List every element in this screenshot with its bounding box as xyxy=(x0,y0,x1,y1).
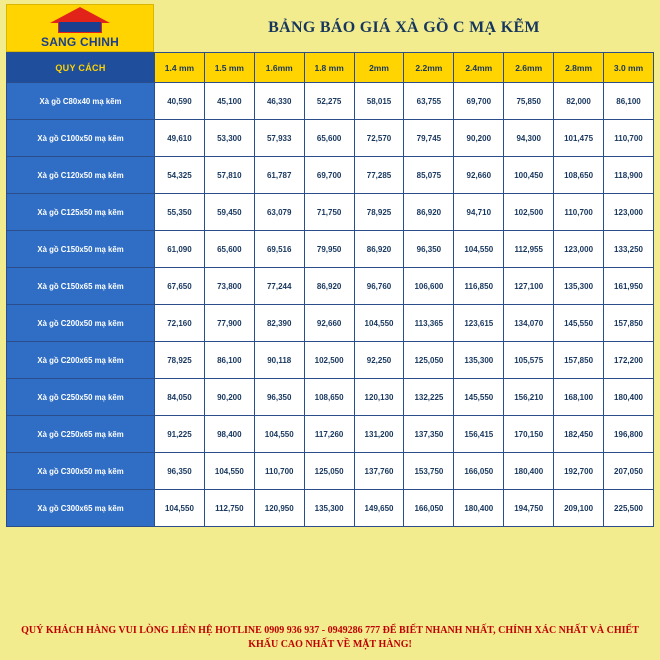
price-cell: 102,500 xyxy=(304,342,354,379)
price-cell: 79,745 xyxy=(404,120,454,157)
price-cell: 207,050 xyxy=(604,453,654,490)
column-header-thickness: 2.6mm xyxy=(504,53,554,83)
price-cell: 84,050 xyxy=(155,379,205,416)
price-cell: 192,700 xyxy=(554,453,604,490)
row-spec: Xà gồ C150x65 mạ kẽm xyxy=(7,268,155,305)
price-cell: 92,660 xyxy=(454,157,504,194)
price-cell: 180,400 xyxy=(604,379,654,416)
column-header-thickness: 2.2mm xyxy=(404,53,454,83)
table-row xyxy=(7,379,654,416)
price-cell: 53,300 xyxy=(204,120,254,157)
price-cell: 168,100 xyxy=(554,379,604,416)
column-header-thickness: 2.4mm xyxy=(454,53,504,83)
row-spec: Xà gồ C300x65 mạ kẽm xyxy=(7,490,155,527)
price-cell: 112,750 xyxy=(204,490,254,527)
price-cell: 77,244 xyxy=(254,268,304,305)
page-title-container xyxy=(154,4,654,52)
price-cell: 104,550 xyxy=(454,231,504,268)
company-logo xyxy=(6,4,154,52)
price-cell: 54,325 xyxy=(155,157,205,194)
price-cell: 166,050 xyxy=(404,490,454,527)
price-cell: 182,450 xyxy=(554,416,604,453)
price-cell: 196,800 xyxy=(604,416,654,453)
column-header-thickness: 1.6mm xyxy=(254,53,304,83)
house-icon xyxy=(58,21,102,33)
price-cell: 77,285 xyxy=(354,157,404,194)
price-cell: 137,760 xyxy=(354,453,404,490)
row-spec: Xà gồ C125x50 mạ kẽm xyxy=(7,194,155,231)
row-spec: Xà gồ C300x50 mạ kẽm xyxy=(7,453,155,490)
column-header-thickness: 2mm xyxy=(354,53,404,83)
price-cell: 156,415 xyxy=(454,416,504,453)
price-cell: 63,755 xyxy=(404,83,454,120)
price-cell: 98,400 xyxy=(204,416,254,453)
price-cell: 225,500 xyxy=(604,490,654,527)
price-cell: 90,200 xyxy=(204,379,254,416)
price-cell: 110,700 xyxy=(604,120,654,157)
row-spec: Xà gồ C200x50 mạ kẽm xyxy=(7,305,155,342)
price-cell: 55,350 xyxy=(155,194,205,231)
price-cell: 145,550 xyxy=(554,305,604,342)
price-cell: 135,300 xyxy=(304,490,354,527)
price-cell: 79,950 xyxy=(304,231,354,268)
price-cell: 110,700 xyxy=(554,194,604,231)
price-cell: 105,575 xyxy=(504,342,554,379)
page-title: BẢNG BÁO GIÁ XÀ GỒ C MẠ KẼM xyxy=(268,19,540,36)
price-cell: 104,550 xyxy=(354,305,404,342)
price-cell: 104,550 xyxy=(155,490,205,527)
price-cell: 69,516 xyxy=(254,231,304,268)
table-header xyxy=(7,53,654,83)
price-cell: 86,100 xyxy=(604,83,654,120)
table-row xyxy=(7,83,654,120)
price-cell: 135,300 xyxy=(454,342,504,379)
price-cell: 58,015 xyxy=(354,83,404,120)
price-cell: 82,390 xyxy=(254,305,304,342)
price-cell: 106,600 xyxy=(404,268,454,305)
price-cell: 112,955 xyxy=(504,231,554,268)
price-cell: 96,350 xyxy=(404,231,454,268)
price-cell: 59,450 xyxy=(204,194,254,231)
price-cell: 156,210 xyxy=(504,379,554,416)
row-spec: Xà gồ C80x40 mạ kẽm xyxy=(7,83,155,120)
table-row xyxy=(7,490,654,527)
price-cell: 82,000 xyxy=(554,83,604,120)
footer-hotline-text: QUÝ KHÁCH HÀNG VUI LÒNG LIÊN HỆ HOTLINE 0909 936 937 - 0949286 777 ĐỂ BIẾT NHANH NHẤT, CHÍNH XÁC NHẤT VÀ CHIẾT xyxy=(21,625,639,636)
price-cell: 65,600 xyxy=(204,231,254,268)
row-spec: Xà gồ C200x65 mạ kẽm xyxy=(7,342,155,379)
price-cell: 77,900 xyxy=(204,305,254,342)
price-cell: 104,550 xyxy=(254,416,304,453)
price-cell: 86,920 xyxy=(304,268,354,305)
price-cell: 125,050 xyxy=(304,453,354,490)
price-cell: 45,100 xyxy=(204,83,254,120)
table-row xyxy=(7,305,654,342)
price-cell: 180,400 xyxy=(504,453,554,490)
price-cell: 65,600 xyxy=(304,120,354,157)
price-cell: 49,610 xyxy=(155,120,205,157)
row-spec: Xà gồ C250x65 mạ kẽm xyxy=(7,416,155,453)
price-cell: 180,400 xyxy=(454,490,504,527)
price-cell: 120,130 xyxy=(354,379,404,416)
row-spec: Xà gồ C250x50 mạ kẽm xyxy=(7,379,155,416)
price-cell: 102,500 xyxy=(504,194,554,231)
table-row xyxy=(7,268,654,305)
price-cell: 132,225 xyxy=(404,379,454,416)
price-cell: 149,650 xyxy=(354,490,404,527)
price-cell: 91,225 xyxy=(155,416,205,453)
table-row xyxy=(7,342,654,379)
price-table-container xyxy=(0,52,660,527)
price-cell: 52,275 xyxy=(304,83,354,120)
table-row xyxy=(7,453,654,490)
price-cell: 127,100 xyxy=(504,268,554,305)
price-cell: 72,160 xyxy=(155,305,205,342)
price-cell: 40,590 xyxy=(155,83,205,120)
price-cell: 157,850 xyxy=(554,342,604,379)
price-cell: 57,933 xyxy=(254,120,304,157)
price-cell: 123,000 xyxy=(554,231,604,268)
price-cell: 73,800 xyxy=(204,268,254,305)
table-row xyxy=(7,120,654,157)
price-cell: 133,250 xyxy=(604,231,654,268)
price-cell: 117,260 xyxy=(304,416,354,453)
column-header-thickness: 1.4 mm xyxy=(155,53,205,83)
price-cell: 69,700 xyxy=(454,83,504,120)
price-cell: 90,200 xyxy=(454,120,504,157)
price-cell: 123,000 xyxy=(604,194,654,231)
price-cell: 110,700 xyxy=(254,453,304,490)
price-cell: 145,550 xyxy=(454,379,504,416)
table-row xyxy=(7,231,654,268)
price-cell: 94,300 xyxy=(504,120,554,157)
price-cell: 104,550 xyxy=(204,453,254,490)
table-row xyxy=(7,157,654,194)
price-cell: 86,100 xyxy=(204,342,254,379)
price-cell: 135,300 xyxy=(554,268,604,305)
price-cell: 116,850 xyxy=(454,268,504,305)
price-cell: 67,650 xyxy=(155,268,205,305)
price-cell: 166,050 xyxy=(454,453,504,490)
price-cell: 63,079 xyxy=(254,194,304,231)
price-cell: 101,475 xyxy=(554,120,604,157)
price-cell: 194,750 xyxy=(504,490,554,527)
price-cell: 161,950 xyxy=(604,268,654,305)
price-cell: 134,070 xyxy=(504,305,554,342)
price-cell: 78,925 xyxy=(354,194,404,231)
price-cell: 108,650 xyxy=(554,157,604,194)
price-cell: 118,900 xyxy=(604,157,654,194)
row-spec: Xà gồ C150x50 mạ kẽm xyxy=(7,231,155,268)
price-cell: 75,850 xyxy=(504,83,554,120)
price-cell: 57,810 xyxy=(204,157,254,194)
price-cell: 113,365 xyxy=(404,305,454,342)
price-cell: 72,570 xyxy=(354,120,404,157)
brand-name: SANG CHINH xyxy=(40,35,119,49)
column-header-thickness: 1.8 mm xyxy=(304,53,354,83)
price-cell: 46,330 xyxy=(254,83,304,120)
price-table xyxy=(6,52,654,527)
price-cell: 90,118 xyxy=(254,342,304,379)
price-cell: 61,090 xyxy=(155,231,205,268)
price-cell: 157,850 xyxy=(604,305,654,342)
table-body xyxy=(7,83,654,527)
price-cell: 96,350 xyxy=(254,379,304,416)
price-cell: 69,700 xyxy=(304,157,354,194)
price-cell: 209,100 xyxy=(554,490,604,527)
page-header xyxy=(0,0,660,52)
price-cell: 92,250 xyxy=(354,342,404,379)
price-cell: 96,350 xyxy=(155,453,205,490)
price-cell: 153,750 xyxy=(404,453,454,490)
price-cell: 71,750 xyxy=(304,194,354,231)
price-cell: 131,200 xyxy=(354,416,404,453)
price-cell: 92,660 xyxy=(304,305,354,342)
price-cell: 172,200 xyxy=(604,342,654,379)
table-row xyxy=(7,416,654,453)
table-row xyxy=(7,194,654,231)
price-cell: 85,075 xyxy=(404,157,454,194)
column-header-thickness: 3.0 mm xyxy=(604,53,654,83)
price-cell: 61,787 xyxy=(254,157,304,194)
column-header-thickness: 1.5 mm xyxy=(204,53,254,83)
price-cell: 94,710 xyxy=(454,194,504,231)
row-spec: Xà gồ C120x50 mạ kẽm xyxy=(7,157,155,194)
header-row xyxy=(7,53,654,83)
column-header-thickness: 2.8mm xyxy=(554,53,604,83)
price-cell: 123,615 xyxy=(454,305,504,342)
price-cell: 125,050 xyxy=(404,342,454,379)
price-cell: 86,920 xyxy=(354,231,404,268)
price-cell: 86,920 xyxy=(404,194,454,231)
price-cell: 137,350 xyxy=(404,416,454,453)
column-header-spec: QUY CÁCH xyxy=(7,53,155,83)
price-cell: 108,650 xyxy=(304,379,354,416)
page-footer xyxy=(0,616,660,660)
price-cell: 100,450 xyxy=(504,157,554,194)
price-cell: 120,950 xyxy=(254,490,304,527)
footer-discount-text: KHẤU CAO NHẤT VỀ MẶT HÀNG! xyxy=(248,639,412,650)
price-cell: 78,925 xyxy=(155,342,205,379)
price-cell: 170,150 xyxy=(504,416,554,453)
price-cell: 96,760 xyxy=(354,268,404,305)
row-spec: Xà gồ C100x50 mạ kẽm xyxy=(7,120,155,157)
